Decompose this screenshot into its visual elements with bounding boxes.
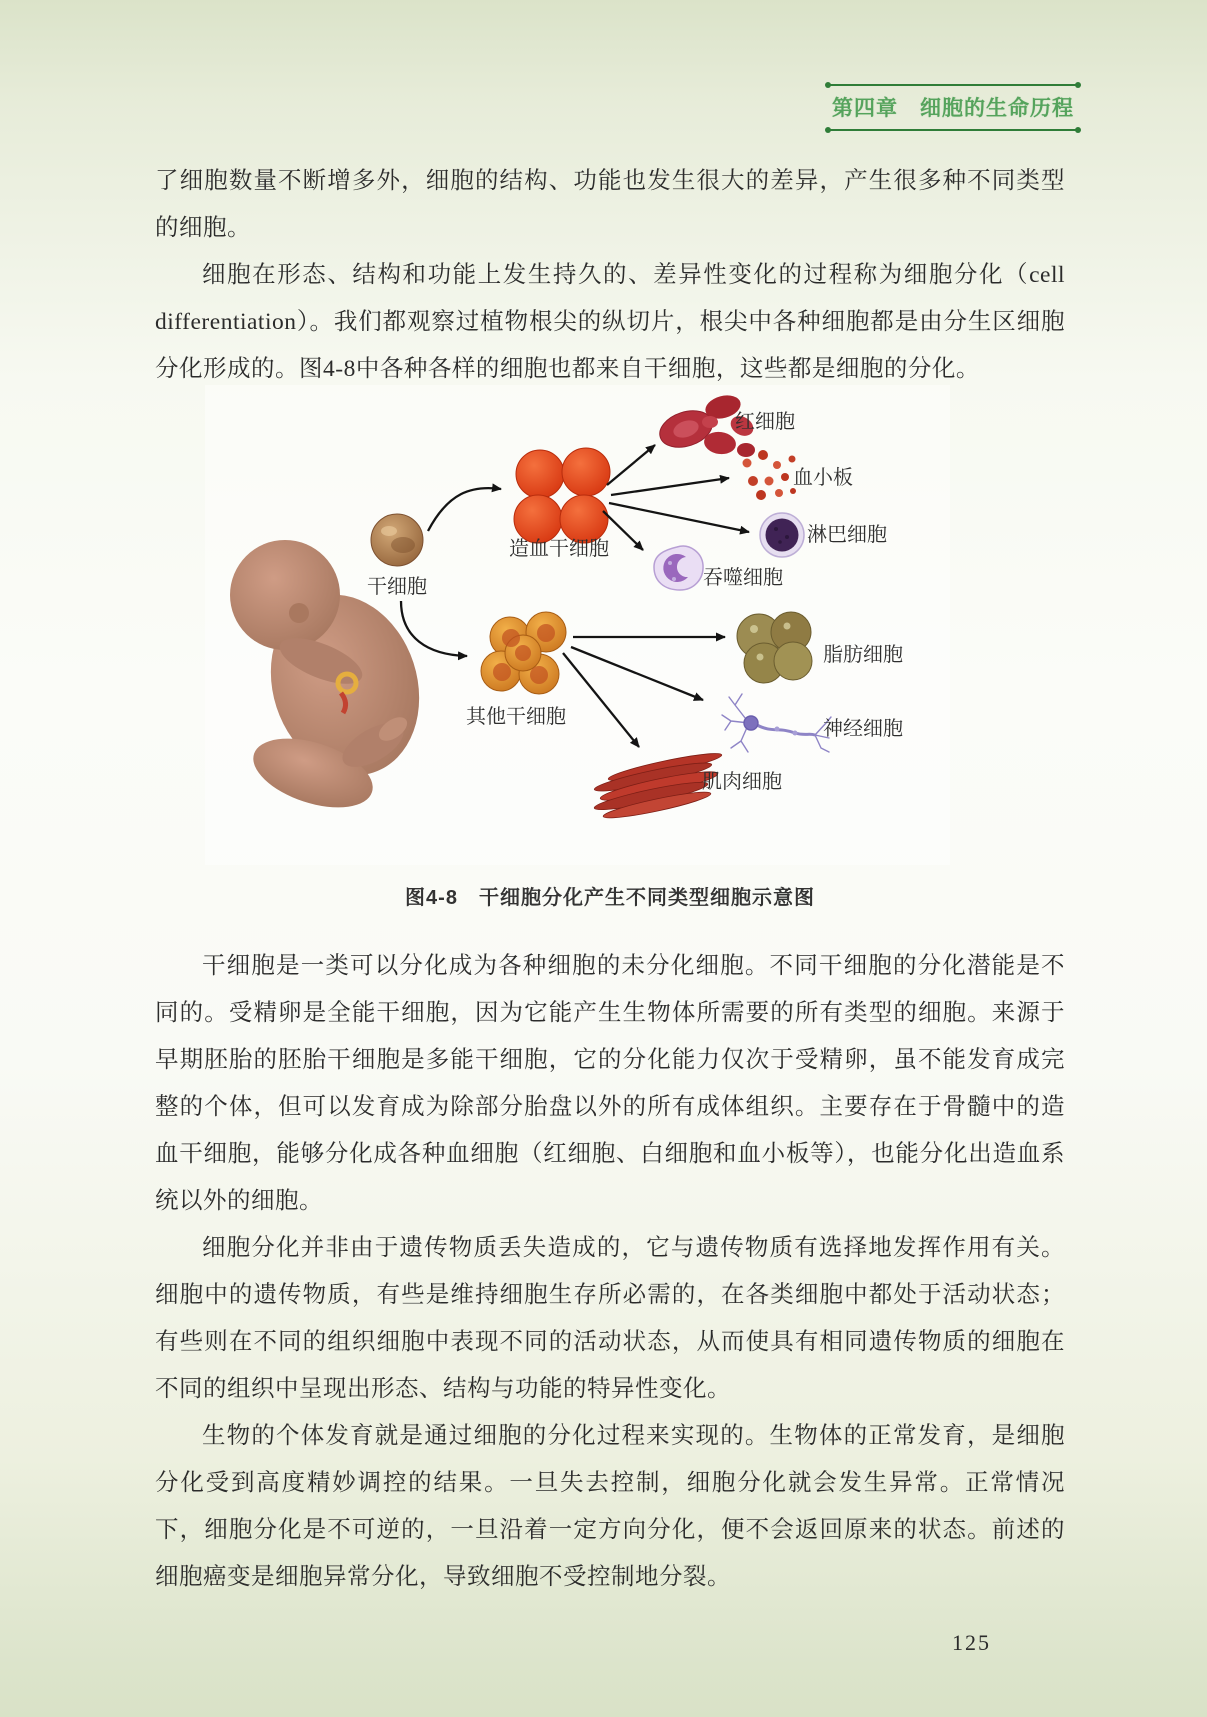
lymphocyte-illustration	[760, 513, 804, 557]
label-hematopoietic-stem-cell: 造血干细胞	[509, 538, 609, 560]
text-line: 细胞癌变是细胞异常分化，导致细胞不受控制地分裂。	[155, 1564, 731, 1590]
label-nerve-cell: 神经细胞	[823, 718, 903, 740]
stem-cell-differentiation-diagram	[205, 385, 950, 865]
text-line: 干细胞是一类可以分化成为各种细胞的未分化细胞。不同干细胞的分化潜能是不	[202, 953, 1065, 979]
text-line: 细胞中的遗传物质，有些是维持细胞生存所必需的，在各类细胞中都处于活动状态；	[155, 1282, 1065, 1308]
neuron-illustration	[722, 694, 831, 752]
text-line: 早期胚胎的胚胎干细胞是多能干细胞，它的分化能力仅次于受精卵，虽不能发育成完	[155, 1047, 1065, 1073]
phagocyte-illustration	[654, 546, 703, 590]
chapter-title: 第四章 细胞的生命历程	[832, 97, 1074, 120]
figure-caption: 图4-8 干细胞分化产生不同类型细胞示意图	[405, 887, 815, 909]
paragraphs-before	[155, 158, 1065, 393]
text-line: 不同的组织中呈现出形态、结构与功能的特异性变化。	[155, 1376, 731, 1402]
label-phagocyte: 吞噬细胞	[703, 567, 783, 589]
paragraphs-after	[155, 943, 1065, 1601]
text-line: differentiation）。我们都观察过植物根尖的纵切片，根尖中各种细胞都是由分生区细胞	[155, 309, 1065, 335]
text-line: 细胞分化并非由于遗传物质丢失造成的，它与遗传物质有选择地发挥作用有关。	[202, 1235, 1065, 1261]
text-line: 下，细胞分化是不可逆的，一旦沿着一定方向分化，便不会返回原来的状态。前述的	[155, 1517, 1065, 1543]
text-line: 生物的个体发育就是通过细胞的分化过程来实现的。生物体的正常发育，是细胞	[202, 1423, 1065, 1449]
label-muscle-cell: 肌肉细胞	[702, 771, 782, 793]
text-line: 有些则在不同的组织细胞中表现不同的活动状态，从而使具有相同遗传物质的细胞在	[155, 1329, 1065, 1355]
label-other-stem-cell: 其他干细胞	[466, 706, 566, 728]
text-line: 了细胞数量不断增多外，细胞的结构、功能也发生很大的差异，产生很多种不同类型	[155, 168, 1065, 194]
text-line: 分化形成的。图4-8中各种各样的细胞也都来自干细胞，这些都是细胞的分化。	[155, 356, 980, 382]
header-rule-bottom	[828, 129, 1078, 131]
label-red-blood-cell: 红细胞	[735, 411, 795, 433]
label-fat-cell: 脂肪细胞	[823, 644, 903, 666]
header-rule-top	[828, 84, 1078, 86]
text-line: 整的个体，但可以发育成为除部分胎盘以外的所有成体组织。主要存在于骨髓中的造	[155, 1094, 1065, 1120]
text-line: 血干细胞，能够分化成各种血细胞（红细胞、白细胞和血小板等），也能分化出造血系	[155, 1141, 1065, 1167]
text-line: 的细胞。	[155, 215, 251, 241]
text-line: 分化受到高度精妙调控的结果。一旦失去控制，细胞分化就会发生异常。正常情况	[155, 1470, 1065, 1496]
label-lymphocyte: 淋巴细胞	[807, 524, 887, 546]
text-line: 统以外的细胞。	[155, 1188, 323, 1214]
figure-4-8	[205, 385, 950, 865]
label-stem-cell: 干细胞	[367, 576, 427, 598]
hematopoietic-stem-cells-illustration	[514, 448, 610, 543]
other-stem-cells-illustration	[481, 612, 566, 694]
page-number: 125	[952, 1630, 991, 1655]
stem-cell-illustration	[371, 514, 423, 566]
text-line: 同的。受精卵是全能干细胞，因为它能产生生物体所需要的所有类型的细胞。来源于	[155, 1000, 1065, 1026]
text-line: 细胞在形态、结构和功能上发生持久的、差异性变化的过程称为细胞分化（cell	[202, 262, 1065, 288]
platelets-illustration	[743, 450, 797, 500]
chapter-header	[828, 84, 1078, 131]
label-platelet: 血小板	[793, 467, 853, 489]
page-content	[155, 158, 1065, 1601]
fat-cells-illustration	[737, 612, 812, 683]
